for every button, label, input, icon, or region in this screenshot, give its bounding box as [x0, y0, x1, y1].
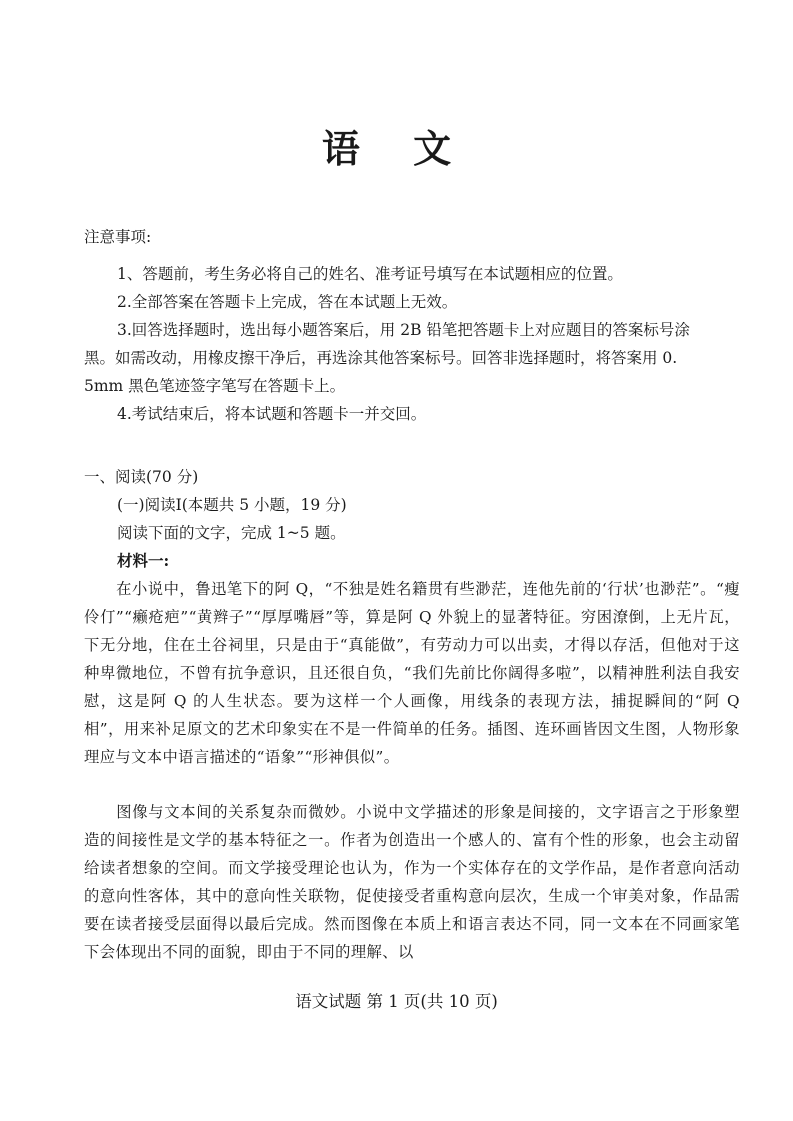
page-title: 语 文: [321, 126, 472, 171]
passage-paragraph-2: [84, 798, 740, 966]
subsection-heading: (一)阅读Ⅰ(本题共 5 小题，19 分): [117, 496, 347, 514]
notice-item-3-line-2: 黑。如需改动，用橡皮擦干净后，再选涂其他答案标号。回答非选择题时，将答案用 0.: [84, 349, 678, 367]
reading-instruction: 阅读下面的文字，完成 1~5 题。: [117, 524, 346, 542]
passage-paragraph-1-text: 在小说中，鲁迅笔下的阿 Q，“不独是姓名籍贯有些渺茫，连他先前的‘行状’也渺茫”。“瘦伶仃”“癞疮疤”“黄辫子”“厚厚嘴唇”等，算是阿 Q 外貌上的显著特征。穷困潦倒，上无片瓦，下无分地，住在土谷祠里，只是由于“真能做”，有劳动力可以出卖，才得以存活，但他对于这种卑微地位，不曾有抗争意识，且还很自负，“我们先前比你阔得多啦”，以精神胜利法自我安慰，这是阿 Q 的人生状态。要为这样一个人画像，用线条的表现方法，捕捉瞬间的“阿 Q 相”，用来补足原文的艺术印象实在不是一件简单的任务。插图、连环画皆因文生图，人物形象理应与文本中语言描述的“语象”“形神俱似”。: [84, 580, 740, 766]
notice-item-1: 1、答题前，考生务必将自己的姓名、准考证号填写在本试题相应的位置。: [117, 265, 623, 283]
notice-item-2: 2.全部答案在答题卡上完成，答在本试题上无效。: [117, 293, 458, 311]
notice-heading: 注意事项:: [84, 228, 152, 246]
notice-item-3-line-1: 3.回答选择题时，选出每小题答案后，用 2B 铅笔把答题卡上对应题目的答案标号涂: [117, 321, 690, 339]
passage-paragraph-2-text: 图像与文本间的关系复杂而微妙。小说中文学描述的形象是间接的，文字语言之于形象塑造的间接性是文学的基本特征之一。作者为创造出一个感人的、富有个性的形象，也会主动留给读者想象的空间。而文学接受理论也认为，作为一个实体存在的文学作品，是作者意向活动的意向性客体，其中的意向性关联物，促使接受者重构意向层次，生成一个审美对象，作品需要在读者接受层面得以最后完成。然而图像在本质上和语言表达不同，同一文本在不同画家笔下会体现出不同的面貌，即由于不同的理解、以: [84, 803, 740, 961]
notice-item-4: 4.考试结束后，将本试题和答题卡一并交回。: [117, 405, 427, 423]
material-label: 材料一:: [117, 551, 170, 570]
passage-paragraph-1: [84, 575, 740, 771]
page-footer: 语文试题 第 1 页(共 10 页): [295, 992, 498, 1011]
section-heading: 一、阅读(70 分): [84, 468, 199, 486]
notice-item-3-line-3: 5mm 黑色笔迹签字笔写在答题卡上。: [84, 377, 346, 395]
